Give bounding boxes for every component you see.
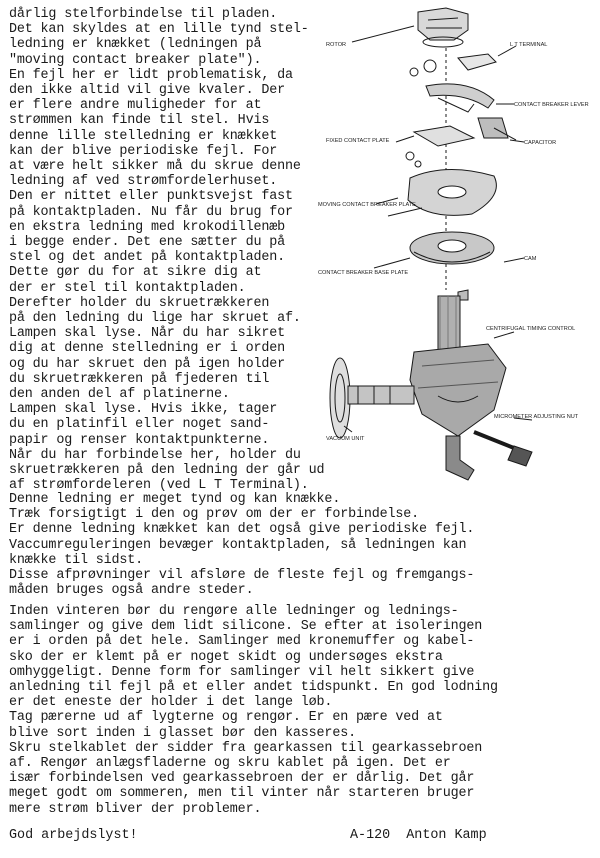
text-line: blive sort inden i glasset bør den kasseres. [9, 725, 356, 741]
text-line: Træk forsigtigt i den og prøv om der er forbindelse. [9, 507, 420, 523]
text-line: på kontaktpladen. Nu får du brug for [9, 204, 293, 220]
text-line: Den er nittet eller punktsvejst fast [9, 189, 293, 205]
text-line: papir og renser kontaktpunkterne. [9, 432, 270, 448]
label-centrifugal-timing: CENTRIFUGAL TIMING CONTROL [486, 326, 576, 332]
text-line: anledning til fejl på et eller andet tidspunkt. En god lodning [9, 680, 498, 695]
text-line: du skruetrækkeren på fjederen til [9, 371, 270, 387]
label-fixed-contact-plate: FIXED CONTACT PLATE [326, 138, 390, 144]
label-moving-contact-plate: MOVING CONTACT BREAKER PLATE [318, 202, 416, 208]
text-line: Det kan skyldes at en lille tynd stel- [9, 22, 309, 38]
fixed-contact-plate-part [406, 126, 474, 167]
text-line: er i orden på det hele. Samlinger med kronemuffer og kabel- [9, 634, 475, 650]
centrifugal-leader [494, 332, 514, 338]
text-line: knække til sidst. [9, 552, 144, 568]
text-line: Inden vinteren bør du rengøre alle ledninger og lednings- [9, 604, 459, 619]
vacuum-unit-part [330, 358, 414, 438]
text-line: Er denne ledning knækket kan det også give periodiske fejl. [9, 522, 475, 538]
rotor-leader [352, 26, 414, 42]
text-line: den anden del af platinerne. [9, 387, 230, 402]
text-line: dig at denne stelledning er i orden [9, 341, 285, 357]
capacitor-part [478, 118, 516, 140]
label-micrometer-nut: MICROMETER ADJUSTING NUT [494, 414, 579, 420]
text-line: af. Rengør anlægsfladerne og skru kablet på igen. Det er [9, 756, 451, 771]
label-base-plate: CONTACT BREAKER BASE PLATE [318, 270, 409, 276]
text-line: dårlig stelforbindelse til pladen. [9, 7, 278, 22]
text-line: stel og det andet på kontaktpladen. [9, 250, 285, 266]
signature: A-120 Anton Kamp [350, 828, 487, 843]
text-line: sko der er klemt på er noget skidt og undersøges ekstra [9, 649, 443, 665]
text-line: kan der blive periodiske fejl. For [9, 143, 278, 159]
text-line: i begge ender. Det ene sætter du på [9, 235, 285, 250]
text-line: at være helt sikker må du skrue denne [9, 159, 301, 174]
text-line: er flere andre muligheder for at [9, 98, 262, 114]
label-contact-breaker-lever: CONTACT BREAKER LEVER [514, 102, 589, 108]
label-lt-terminal: L T TERMINAL [510, 42, 548, 48]
base-plate-part [410, 232, 494, 264]
text-line: meget godt om sommeren, men til vinter når starteren bruger [9, 786, 475, 802]
label-cam: CAM [524, 256, 537, 262]
text-line: Lampen skal lyse. Når du har sikret [9, 326, 285, 342]
text-line: Dette gør du for at sikre dig at [9, 265, 262, 281]
text-line: Skru stelkablet der sidder fra gearkassen til gearkassebroen [9, 740, 483, 756]
rotor-part [418, 8, 468, 47]
text-line: Disse afprøvninger vil afsløre de fleste fejl og fremgangs- [9, 568, 475, 583]
text-line: Denne ledning er meget tynd og kan knække. [9, 492, 341, 507]
text-line: mere strøm bliver der problemer. [9, 801, 262, 817]
text-line: omhyggeligt. Denne form for samlinger vil helt sikkert give [9, 664, 475, 680]
text-line: og du har skruet den på igen holder [9, 356, 285, 372]
micrometer-nut-part [474, 432, 532, 466]
text-line: ledning af ved strømfordelerhuset. [9, 174, 278, 190]
text-line: skruetrækkeren på den ledning der går ud [9, 463, 325, 478]
text-line: Når du har forbindelse her, holder du [9, 447, 301, 463]
text-line: du en platinfil eller noget sand- [9, 417, 270, 433]
base-plate-leader [374, 258, 410, 268]
label-rotor: ROTOR [326, 42, 347, 48]
distributor-body [410, 296, 506, 480]
label-vacuum-unit: VACUUM UNIT [326, 436, 365, 442]
text-line: den ikke altid vil give kvaler. Der [9, 83, 285, 98]
text-line: samlinger og give dem lidt silicone. Se efter at isoleringen [9, 619, 483, 635]
capacitor-leader [510, 140, 524, 142]
text-line: Vaccumreguleringen bevæger kontaktpladen, så ledningen kan [9, 537, 467, 553]
text-line: strømmen kan finde til stel. Hvis [9, 113, 270, 129]
label-capacitor: CAPACITOR [524, 140, 557, 146]
text-line: En fejl her er lidt problematisk, da [9, 67, 293, 83]
text-line: på den ledning du lige har skruet af. [9, 311, 301, 326]
closing-text: God arbejdslyst! [9, 828, 138, 843]
text-line: Tag pærerne ud af lygterne og rengør. Er en pære ved at [9, 710, 443, 726]
contact-breaker-lever-part [426, 84, 494, 112]
text-line: er det eneste der holder i det lange løb. [9, 695, 333, 711]
text-line: af strømfordeleren (ved L T Terminal). [9, 478, 309, 494]
text-line: "moving contact breaker plate"). [9, 52, 262, 68]
text-line: denne lille stelledning er knækket [9, 128, 278, 144]
text-line: ledning er knækket (ledningen på [9, 37, 262, 53]
text-line: især forbindelsen ved gearkassebroen der er dårlig. Det går [9, 771, 475, 787]
text-line: måden bruges også andre steder. [9, 583, 254, 599]
text-line: Derefter holder du skruetrækkeren [9, 295, 270, 311]
fixed-plate-leader [396, 136, 414, 142]
cam-leader [504, 258, 524, 262]
text-line: der er stel til kontaktpladen. [9, 280, 246, 296]
moving-contact-plate-part [388, 169, 496, 216]
text-line: en ekstra ledning med krokodillenæb [9, 219, 285, 235]
lt-terminal-part [410, 54, 496, 76]
distributor-diagram [318, 0, 600, 530]
text-line: Lampen skal lyse. Hvis ikke, tager [9, 402, 278, 418]
